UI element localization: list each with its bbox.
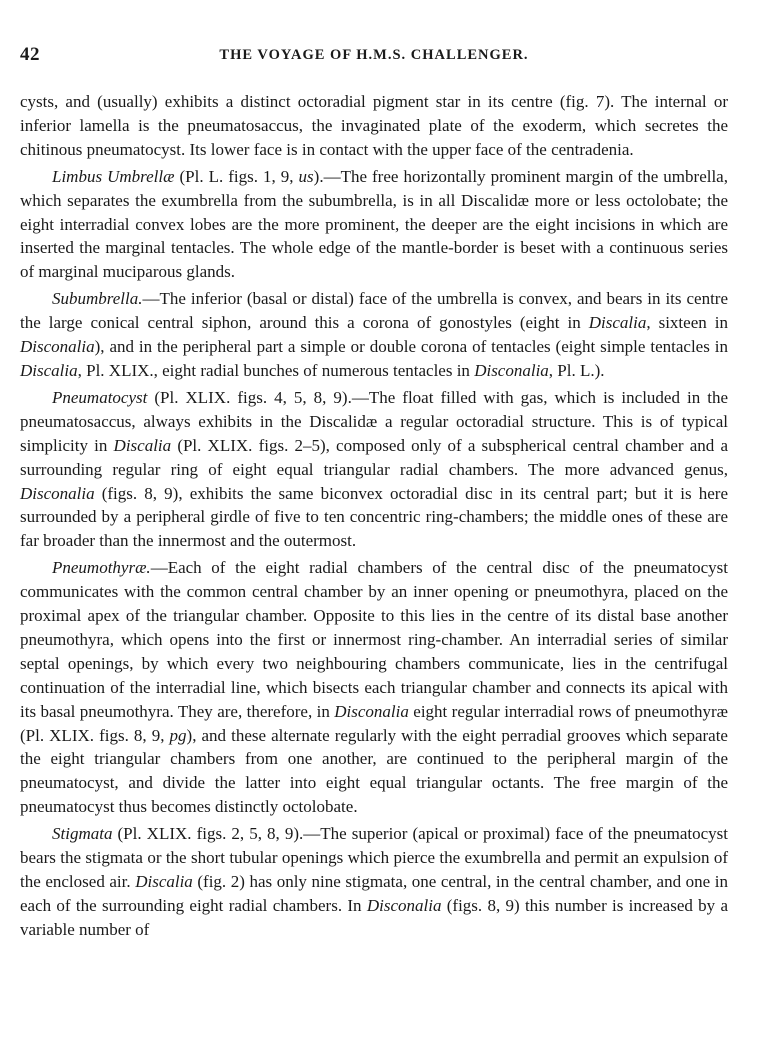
- paragraph-stigmata: Stigmata (Pl. XLIX. figs. 2, 5, 8, 9).—The superior (apical or proximal) face of the pneumatocyst bears the stigmata or the short tubular openings which pierce the exumbrella and permit an expulsion of the enclosed air. Discalia (fig. 2) has only nine stigmata, one central, in the central chamber, and one in each of the surrounding eight radial chambers. In Disconalia (figs. 8, 9) this number is increased by a variable number of: [20, 824, 728, 939]
- section-term: Stigmata: [52, 824, 113, 844]
- section-term: Limbus Umbrellæ: [52, 166, 175, 186]
- page-number: 42: [20, 44, 40, 65]
- section-term: Pneumothyræ.: [52, 558, 151, 578]
- paragraph-subumbrella: Subumbrella.—The inferior (basal or distal) face of the umbrella is convex, and bears in its centre the large conical central siphon, around this a corona of gonostyles (eight in Discalia, sixteen in Disconalia), and in the peripheral part a simple or double corona of tentacles (eight simple tentacles in Discalia, Pl. XLIX., eight radial bunches of numerous tentacles in Disconalia, Pl. L.).: [20, 289, 728, 380]
- section-term: Subumbrella.: [52, 289, 143, 309]
- page-header: [20, 44, 728, 70]
- document-page: [20, 44, 728, 945]
- paragraph-pneumothyrae: Pneumothyræ.—Each of the eight radial chambers of the central disc of the pneumatocyst communicates with the common central chamber by an inner opening or pneumothyra, placed on the proximal apex of the triangular chamber. Opposite to this lies in the centre of its distal base another pneumothyra, which opens into the first or innermost ring-chamber. An interradial series of similar septal openings, by which every two neighbouring chambers communicate, lies in the centrifugal continuation of the interradial line, which bisects each triangular chamber and connects its apical with its basal pneumothyra. They are, therefore, in Disconalia eight regular interradial rows of pneumothyræ (Pl. XLIX. figs. 8, 9, pg), and these alternate regularly with the eight perradial grooves which separate the eight triangular chambers from one another, are continued to the peripheral margin of the pneumatocyst, and divide the latter into eight equal triangular octants. The free margin of the pneumatocyst thus becomes distinctly octolobate.: [20, 558, 728, 817]
- running-title: THE VOYAGE OF H.M.S. CHALLENGER.: [219, 47, 529, 63]
- body-text: [20, 90, 728, 942]
- section-term: Pneumatocyst: [52, 387, 148, 407]
- paragraph-pneumatocyst: Pneumatocyst (Pl. XLIX. figs. 4, 5, 8, 9).—The float filled with gas, which is included in the pneumatosaccus, always exhibits in the Discalidæ a regular octoradial structure. This is of typical simplicity in Discalia (Pl. XLIX. figs. 2–5), composed only of a subspherical central chamber and a surrounding regular ring of eight equal triangular radial chambers. The more advanced genus, Disconalia (figs. 8, 9), exhibits the same biconvex octoradial disc in its central part; but it is here surrounded by a peripheral girdle of five to ten concentric ring-chambers; the middle ones of these are far broader than the innermost and the outermost.: [20, 387, 728, 551]
- paragraph-intro: cysts, and (usually) exhibits a distinct octoradial pigment star in its centre (fig. 7). The internal or inferior lamella is the pneumatosaccus, the invaginated plate of the exoderm, which secretes the chitinous pneumatocyst. Its lower face is in contact with the upper face of the centradenia.: [20, 92, 728, 159]
- paragraph-limbus-umbrellae: Limbus Umbrellæ (Pl. L. figs. 1, 9, us).—The free horizontally prominent margin of the umbrella, which separates the exumbrella from the subumbrella, is in all Discalidæ more or less octolobate; the eight interradial convex lobes are the more prominent, the deeper are the eight incisions in which are inserted the marginal tentacles. The whole edge of the mantle-border is beset with a continuous series of marginal muciparous glands.: [20, 166, 728, 282]
